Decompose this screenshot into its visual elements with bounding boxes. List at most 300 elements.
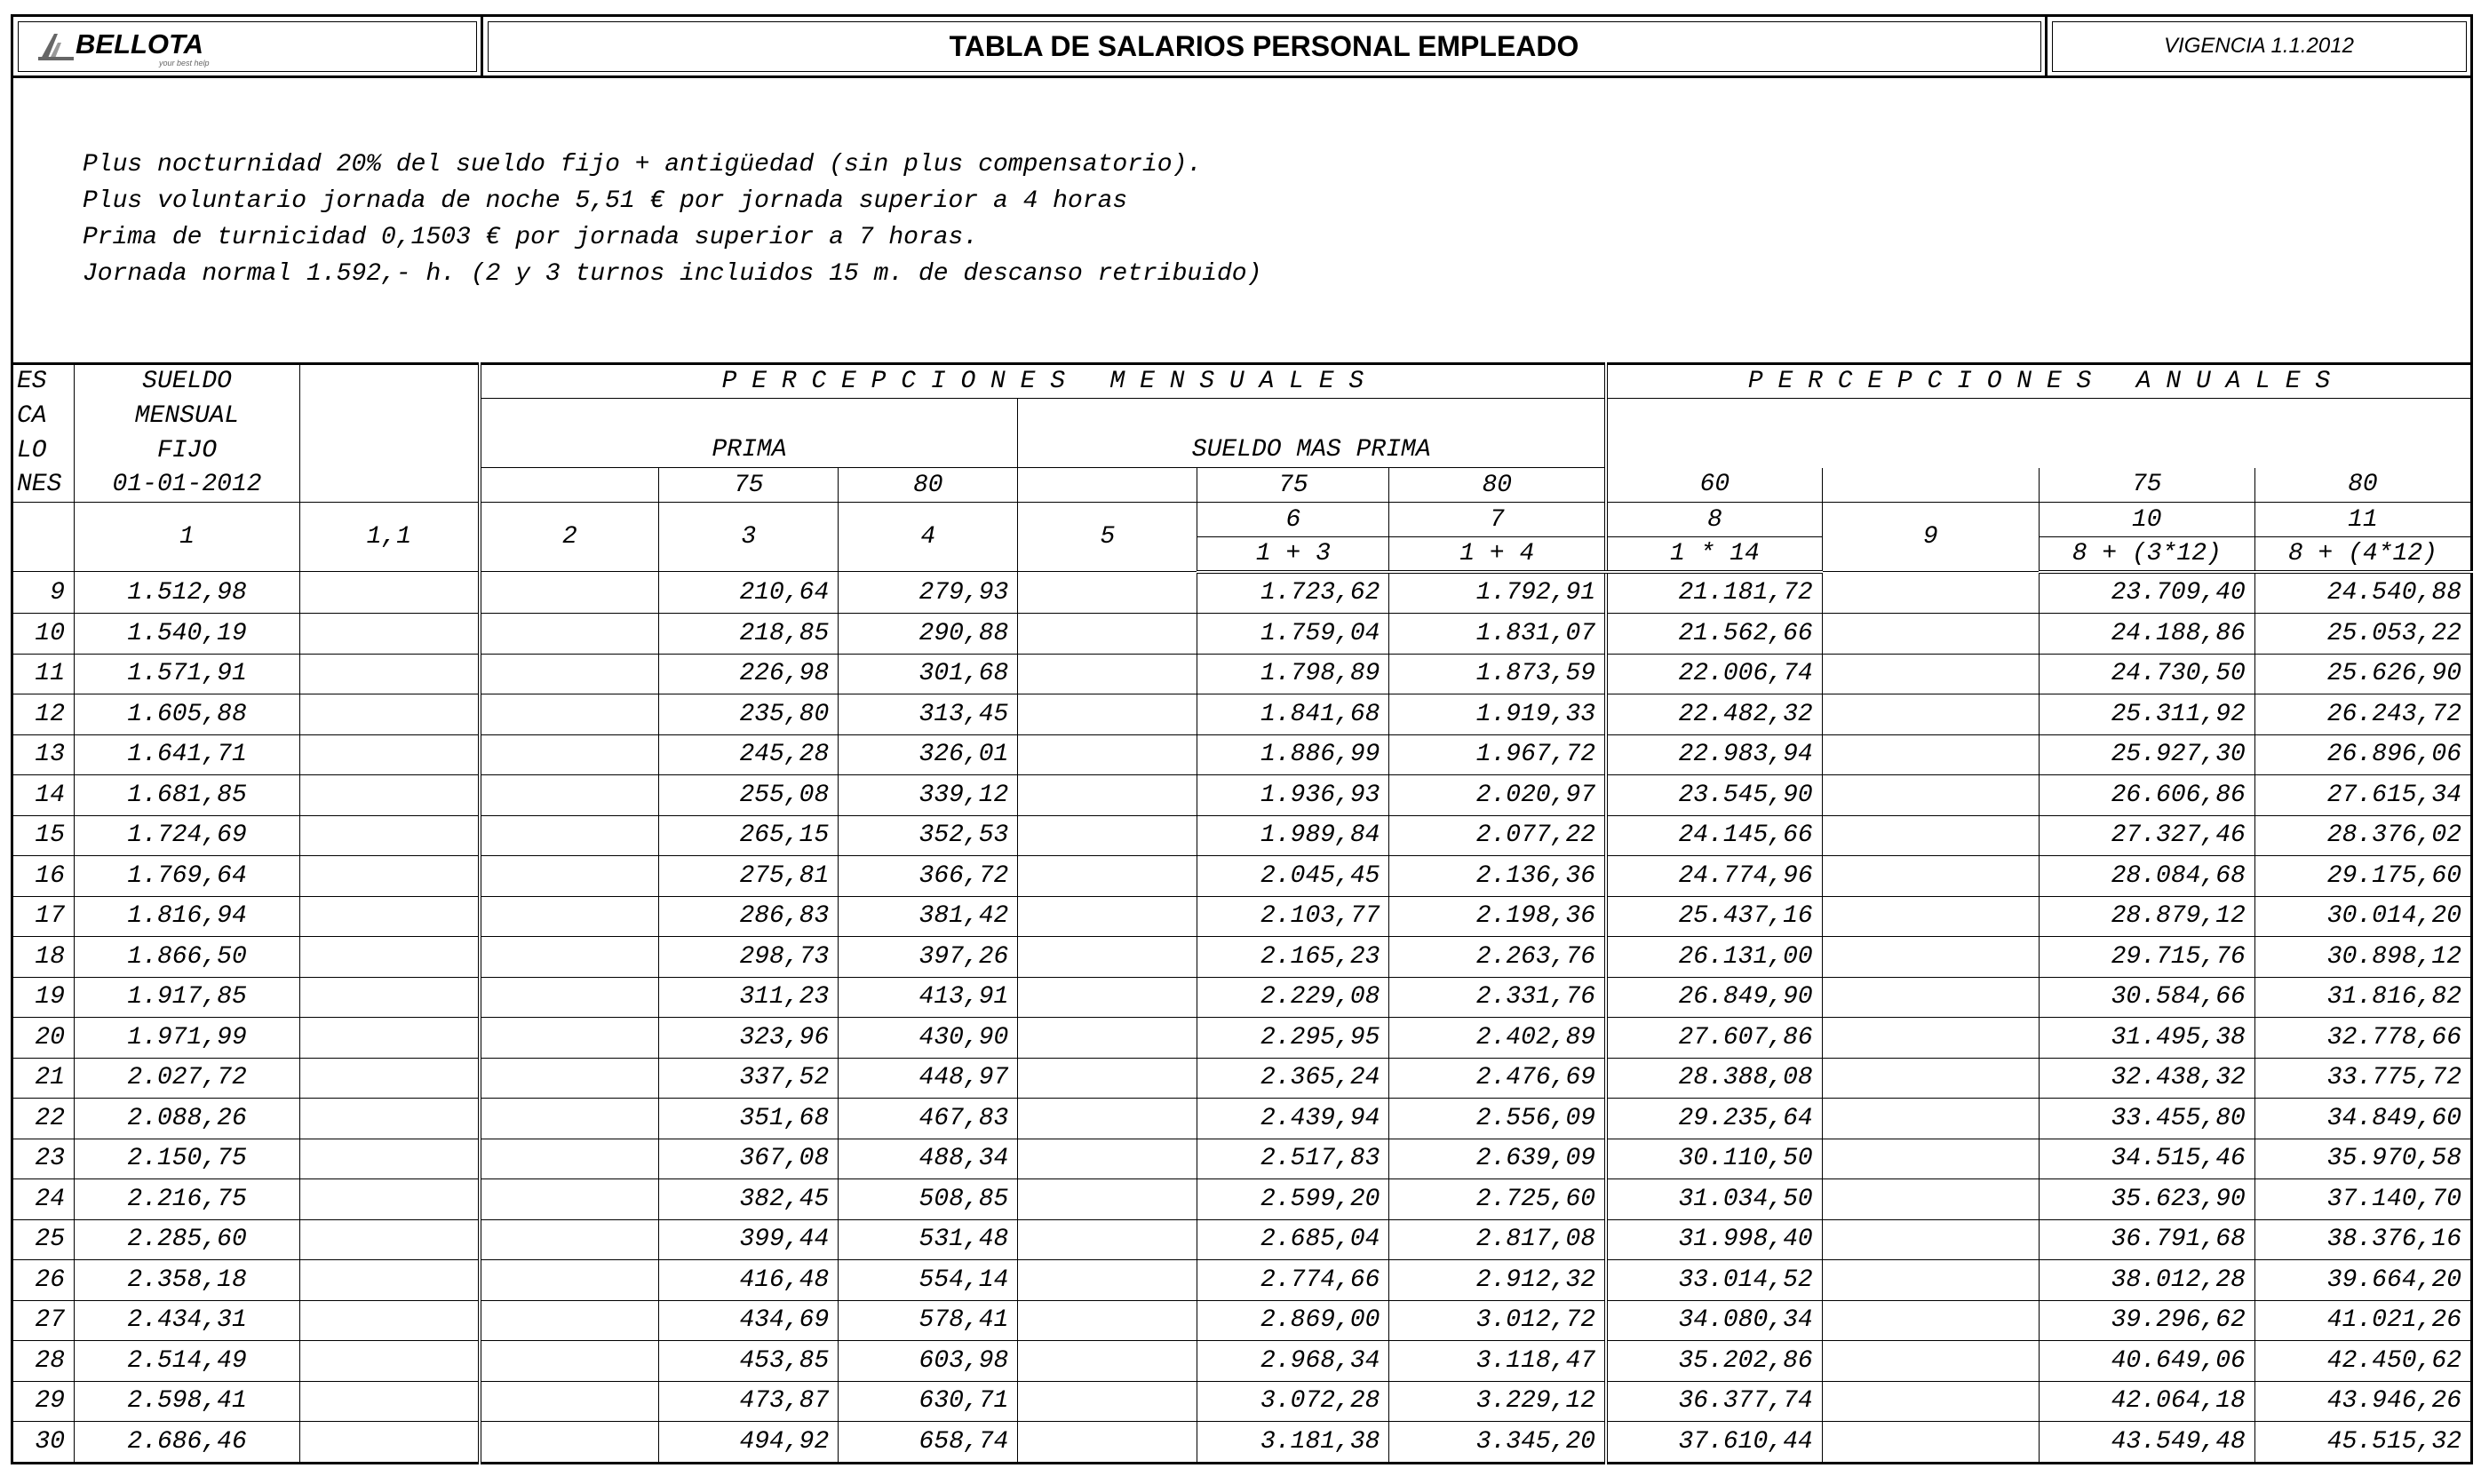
col-number: 6 [1197, 503, 1389, 537]
col-number: 7 [1389, 503, 1606, 537]
prima-pct-75: 75 [659, 468, 839, 503]
table-row [12, 1018, 2472, 1059]
escalon-cell: 30 [12, 1422, 75, 1464]
escalon-cell: 16 [12, 856, 75, 897]
table-row [12, 1219, 2472, 1260]
empty-cell [1018, 1179, 1197, 1220]
empty-cell [480, 856, 659, 897]
empty-cell [480, 1139, 659, 1179]
empty-cell [300, 896, 480, 937]
escalon-cell: 24 [12, 1179, 75, 1220]
smp-75-cell: 1.759,04 [1197, 614, 1389, 655]
smp-80-cell: 2.331,76 [1389, 977, 1606, 1018]
empty-cell [480, 734, 659, 775]
note-line: Plus voluntario jornada de noche 5,51 € por jornada superior a 4 horas [83, 187, 1128, 215]
smp-75-cell: 2.599,20 [1197, 1179, 1389, 1220]
table-row [12, 1422, 2472, 1464]
smp-80-cell: 1.792,91 [1389, 572, 1606, 614]
annual-75-cell: 25.927,30 [2039, 734, 2254, 775]
empty-cell [1822, 614, 2039, 655]
logo-tagline: your best help [159, 59, 210, 67]
prima-80-cell: 448,97 [839, 1058, 1018, 1099]
annual-60-cell: 25.437,16 [1606, 896, 1822, 937]
annual-60-cell: 34.080,34 [1606, 1300, 1822, 1341]
annual-80-cell: 27.615,34 [2254, 775, 2471, 816]
col-number: 3 [659, 503, 839, 572]
annual-80-cell: 38.376,16 [2254, 1219, 2471, 1260]
empty-cell [300, 654, 480, 694]
prima-80-cell: 554,14 [839, 1260, 1018, 1301]
annual-80-cell: 28.376,02 [2254, 815, 2471, 856]
empty-cell [1018, 937, 1197, 978]
prima-75-cell: 434,69 [659, 1300, 839, 1341]
sueldo-fijo-cell: 2.434,31 [75, 1300, 300, 1341]
escalones-label-line: NES [12, 468, 75, 503]
table-row [12, 1058, 2472, 1099]
annual-80-cell: 45.515,32 [2254, 1422, 2471, 1464]
table-row [12, 734, 2472, 775]
sueldo-fijo-cell: 1.971,99 [75, 1018, 300, 1059]
smp-80-cell: 1.831,07 [1389, 614, 1606, 655]
empty-cell [1822, 734, 2039, 775]
prima-80-cell: 279,93 [839, 572, 1018, 614]
empty-cell [300, 937, 480, 978]
annual-60-cell: 26.131,00 [1606, 937, 1822, 978]
prima-75-cell: 245,28 [659, 734, 839, 775]
sueldo-date: 01-01-2012 [75, 468, 300, 503]
sueldo-label-line: MENSUAL [75, 399, 300, 433]
annual-75-cell: 38.012,28 [2039, 1260, 2254, 1301]
annual-75-cell: 26.606,86 [2039, 775, 2254, 816]
prima-80-cell: 290,88 [839, 614, 1018, 655]
sueldo-fijo-cell: 1.571,91 [75, 654, 300, 694]
prima-75-cell: 226,98 [659, 654, 839, 694]
sueldo-fijo-cell: 1.724,69 [75, 815, 300, 856]
col-formula: 1 + 3 [1197, 537, 1389, 572]
empty-cell [300, 694, 480, 735]
empty-cell [1018, 1422, 1197, 1464]
annual-60-cell: 28.388,08 [1606, 1058, 1822, 1099]
table-row [12, 654, 2472, 694]
empty-cell [1018, 815, 1197, 856]
smp-75-cell: 1.936,93 [1197, 775, 1389, 816]
table-row [12, 815, 2472, 856]
table-row [12, 694, 2472, 735]
annual-75-cell: 29.715,76 [2039, 937, 2254, 978]
empty-cell [480, 937, 659, 978]
empty-cell [1018, 1341, 1197, 1382]
smp-75-cell: 2.365,24 [1197, 1058, 1389, 1099]
prima-75-cell: 494,92 [659, 1422, 839, 1464]
annual-75-cell: 40.649,06 [2039, 1341, 2254, 1382]
empty-cell [300, 1099, 480, 1139]
empty-cell [1822, 654, 2039, 694]
empty-cell [480, 1058, 659, 1099]
empty-cell [300, 1381, 480, 1422]
empty-cell [1822, 572, 2039, 614]
empty-cell [300, 614, 480, 655]
smp-80-cell: 3.118,47 [1389, 1341, 1606, 1382]
smp-80-cell: 2.639,09 [1389, 1139, 1606, 1179]
sueldo-fijo-cell: 1.605,88 [75, 694, 300, 735]
empty-cell [480, 896, 659, 937]
table-row [12, 1300, 2472, 1341]
col-formula: 1 * 14 [1606, 537, 1822, 572]
smp-75-cell: 1.989,84 [1197, 815, 1389, 856]
col-number: 8 [1606, 503, 1822, 537]
escalon-cell: 13 [12, 734, 75, 775]
table-row [12, 937, 2472, 978]
table-row [12, 1381, 2472, 1422]
prima-75-cell: 323,96 [659, 1018, 839, 1059]
annual-75-cell: 43.549,48 [2039, 1422, 2254, 1464]
empty-cell [1018, 775, 1197, 816]
sueldo-fijo-cell: 2.216,75 [75, 1179, 300, 1220]
table-row [12, 1139, 2472, 1179]
annual-80-cell: 29.175,60 [2254, 856, 2471, 897]
annual-80-cell: 34.849,60 [2254, 1099, 2471, 1139]
empty-cell [1018, 572, 1197, 614]
prima-80-cell: 467,83 [839, 1099, 1018, 1139]
prima-80-cell: 352,53 [839, 815, 1018, 856]
smp-75-cell: 2.685,04 [1197, 1219, 1389, 1260]
annual-60-cell: 24.145,66 [1606, 815, 1822, 856]
annual-80-cell: 32.778,66 [2254, 1018, 2471, 1059]
empty-cell [1822, 937, 2039, 978]
smp-80-cell: 1.967,72 [1389, 734, 1606, 775]
annual-60-cell: 31.998,40 [1606, 1219, 1822, 1260]
escalones-label-line: CA [12, 399, 75, 433]
smp-80-cell: 1.873,59 [1389, 654, 1606, 694]
smp-80-cell: 2.077,22 [1389, 815, 1606, 856]
annual-75-cell: 39.296,62 [2039, 1300, 2254, 1341]
prima-80-cell: 366,72 [839, 856, 1018, 897]
empty-cell [1822, 1058, 2039, 1099]
empty-cell [480, 1260, 659, 1301]
escalon-cell: 19 [12, 977, 75, 1018]
prima-80-cell: 508,85 [839, 1179, 1018, 1220]
smp-80-cell: 2.476,69 [1389, 1058, 1606, 1099]
empty-cell [480, 654, 659, 694]
empty-cell [480, 1381, 659, 1422]
empty-cell [1018, 1139, 1197, 1179]
empty-cell [300, 734, 480, 775]
note-line: Plus nocturnidad 20% del sueldo fijo + antigüedad (sin plus compensatorio). [83, 151, 1203, 179]
prima-75-cell: 210,64 [659, 572, 839, 614]
annual-75-cell: 31.495,38 [2039, 1018, 2254, 1059]
empty-cell [300, 977, 480, 1018]
prima-80-cell: 301,68 [839, 654, 1018, 694]
smp-75-cell: 2.103,77 [1197, 896, 1389, 937]
empty-cell [1018, 1018, 1197, 1059]
effective-date: VIGENCIA 1.1.2012 [2047, 16, 2472, 77]
prima-75-cell: 218,85 [659, 614, 839, 655]
smp-80-cell: 2.912,32 [1389, 1260, 1606, 1301]
sueldo-fijo-cell: 1.641,71 [75, 734, 300, 775]
table-row [12, 1260, 2472, 1301]
annual-75-cell: 28.084,68 [2039, 856, 2254, 897]
empty-cell [300, 1179, 480, 1220]
empty-cell [1822, 815, 2039, 856]
empty-cell [480, 694, 659, 735]
sueldo-fijo-cell: 2.150,75 [75, 1139, 300, 1179]
sueldo-fijo-cell: 1.681,85 [75, 775, 300, 816]
empty-cell [1018, 1300, 1197, 1341]
prima-header: PRIMA [480, 433, 1018, 468]
smp-80-cell: 1.919,33 [1389, 694, 1606, 735]
salary-rows [12, 572, 2472, 1464]
annual-60-cell: 22.983,94 [1606, 734, 1822, 775]
empty-cell [1018, 654, 1197, 694]
empty-cell [300, 1300, 480, 1341]
empty-cell [1822, 1260, 2039, 1301]
prima-75-cell: 382,45 [659, 1179, 839, 1220]
smp-75-cell: 2.295,95 [1197, 1018, 1389, 1059]
smp-80-cell: 2.198,36 [1389, 896, 1606, 937]
smp-75-cell: 2.869,00 [1197, 1300, 1389, 1341]
escalon-cell: 21 [12, 1058, 75, 1099]
empty-cell [1018, 734, 1197, 775]
escalon-cell: 9 [12, 572, 75, 614]
annual-60-cell: 26.849,90 [1606, 977, 1822, 1018]
smp-75-cell: 2.045,45 [1197, 856, 1389, 897]
header-band [11, 14, 2473, 78]
escalon-cell: 23 [12, 1139, 75, 1179]
col-formula: 8 + (4*12) [2254, 537, 2471, 572]
empty-cell [1018, 694, 1197, 735]
escalones-label-line: LO [12, 433, 75, 468]
prima-75-cell: 473,87 [659, 1381, 839, 1422]
annual-80-cell: 42.450,62 [2254, 1341, 2471, 1382]
annual-80-cell: 31.816,82 [2254, 977, 2471, 1018]
empty-cell [1018, 977, 1197, 1018]
smp-75-cell: 3.181,38 [1197, 1422, 1389, 1464]
smp-80-cell: 2.817,08 [1389, 1219, 1606, 1260]
empty-cell [1018, 1058, 1197, 1099]
smp-75-cell: 1.841,68 [1197, 694, 1389, 735]
smp-80-cell: 2.136,36 [1389, 856, 1606, 897]
empty-cell [300, 1341, 480, 1382]
empty-cell [480, 1422, 659, 1464]
prima-pct-80: 80 [839, 468, 1018, 503]
smp-80-cell: 3.012,72 [1389, 1300, 1606, 1341]
salary-table [11, 362, 2473, 1464]
empty-cell [1018, 1099, 1197, 1139]
escalon-cell: 28 [12, 1341, 75, 1382]
prima-75-cell: 399,44 [659, 1219, 839, 1260]
logo-cell [12, 16, 482, 77]
table-row [12, 1099, 2472, 1139]
annual-60-cell: 21.181,72 [1606, 572, 1822, 614]
escalon-cell: 10 [12, 614, 75, 655]
empty-cell [1018, 1381, 1197, 1422]
prima-75-cell: 351,68 [659, 1099, 839, 1139]
sueldo-mas-prima-header: SUELDO MAS PRIMA [1018, 433, 1606, 468]
empty-cell [1822, 1018, 2039, 1059]
sueldo-fijo-cell: 2.088,26 [75, 1099, 300, 1139]
empty-cell [480, 572, 659, 614]
annual-60-cell: 29.235,64 [1606, 1099, 1822, 1139]
annual-80-cell: 35.970,58 [2254, 1139, 2471, 1179]
sueldo-fijo-cell: 2.514,49 [75, 1341, 300, 1382]
prima-80-cell: 531,48 [839, 1219, 1018, 1260]
sueldo-fijo-cell: 2.358,18 [75, 1260, 300, 1301]
empty-cell [1018, 1219, 1197, 1260]
escalon-cell: 11 [12, 654, 75, 694]
col-number: 5 [1018, 503, 1197, 572]
prima-75-cell: 416,48 [659, 1260, 839, 1301]
empty-cell [300, 815, 480, 856]
empty-cell [1822, 1139, 2039, 1179]
escalon-cell: 27 [12, 1300, 75, 1341]
prima-80-cell: 397,26 [839, 937, 1018, 978]
escalon-cell: 22 [12, 1099, 75, 1139]
empty-cell [1822, 1219, 2039, 1260]
smp-pct-80: 80 [1389, 468, 1606, 503]
smp-80-cell: 2.725,60 [1389, 1179, 1606, 1220]
smp-80-cell: 2.402,89 [1389, 1018, 1606, 1059]
escalon-cell: 14 [12, 775, 75, 816]
table-row [12, 1179, 2472, 1220]
annual-60-cell: 33.014,52 [1606, 1260, 1822, 1301]
empty-cell [300, 1058, 480, 1099]
annual-80-cell: 25.053,22 [2254, 614, 2471, 655]
annual-75-cell: 34.515,46 [2039, 1139, 2254, 1179]
table-row [12, 775, 2472, 816]
prima-80-cell: 603,98 [839, 1341, 1018, 1382]
bellota-logo-icon [36, 30, 76, 62]
escalon-cell: 25 [12, 1219, 75, 1260]
annual-75-cell: 25.311,92 [2039, 694, 2254, 735]
annual-80-cell: 25.626,90 [2254, 654, 2471, 694]
empty-cell [1822, 1422, 2039, 1464]
col-number: 10 [2039, 503, 2254, 537]
prima-80-cell: 381,42 [839, 896, 1018, 937]
prima-75-cell: 311,23 [659, 977, 839, 1018]
col-number: 9 [1822, 503, 2039, 572]
smp-80-cell: 2.020,97 [1389, 775, 1606, 816]
table-row [12, 572, 2472, 614]
empty-cell [1822, 977, 2039, 1018]
empty-cell [1822, 694, 2039, 735]
prima-75-cell: 298,73 [659, 937, 839, 978]
escalones-label-line: ES [12, 364, 75, 399]
empty-cell [480, 1018, 659, 1059]
sueldo-label-line: FIJO [75, 433, 300, 468]
smp-75-cell: 2.229,08 [1197, 977, 1389, 1018]
annual-80-cell: 30.898,12 [2254, 937, 2471, 978]
table-row [12, 856, 2472, 897]
annual-75-cell: 27.327,46 [2039, 815, 2254, 856]
prima-75-cell: 255,08 [659, 775, 839, 816]
smp-80-cell: 2.556,09 [1389, 1099, 1606, 1139]
logo-wordmark: BELLOTA [76, 28, 204, 60]
table-row [12, 1341, 2472, 1382]
notes-box [11, 78, 2473, 362]
escalon-cell: 20 [12, 1018, 75, 1059]
empty-cell [1018, 1260, 1197, 1301]
annual-60-cell: 30.110,50 [1606, 1139, 1822, 1179]
annual-80-cell: 41.021,26 [2254, 1300, 2471, 1341]
empty-cell [300, 775, 480, 816]
prima-75-cell: 453,85 [659, 1341, 839, 1382]
empty-cell [480, 1099, 659, 1139]
annual-pct-60: 60 [1606, 468, 1822, 503]
annual-75-cell: 36.791,68 [2039, 1219, 2254, 1260]
prima-75-cell: 367,08 [659, 1139, 839, 1179]
empty-cell [480, 775, 659, 816]
empty-cell [480, 815, 659, 856]
smp-75-cell: 2.774,66 [1197, 1260, 1389, 1301]
annual-75-cell: 23.709,40 [2039, 572, 2254, 614]
sueldo-fijo-cell: 2.285,60 [75, 1219, 300, 1260]
sueldo-fijo-cell: 2.027,72 [75, 1058, 300, 1099]
empty-cell [300, 1219, 480, 1260]
sueldo-fijo-cell: 2.686,46 [75, 1422, 300, 1464]
empty-cell [300, 1139, 480, 1179]
annual-80-cell: 24.540,88 [2254, 572, 2471, 614]
col-number: 1,1 [300, 503, 480, 572]
note-line: Prima de turnicidad 0,1503 € por jornada superior a 7 horas. [83, 224, 979, 251]
annual-80-cell: 30.014,20 [2254, 896, 2471, 937]
empty-cell [300, 1018, 480, 1059]
sueldo-fijo-cell: 1.917,85 [75, 977, 300, 1018]
prima-75-cell: 275,81 [659, 856, 839, 897]
prima-80-cell: 630,71 [839, 1381, 1018, 1422]
smp-80-cell: 2.263,76 [1389, 937, 1606, 978]
prima-75-cell: 286,83 [659, 896, 839, 937]
annual-75-cell: 32.438,32 [2039, 1058, 2254, 1099]
annual-60-cell: 24.774,96 [1606, 856, 1822, 897]
smp-75-cell: 2.439,94 [1197, 1099, 1389, 1139]
annual-60-cell: 21.562,66 [1606, 614, 1822, 655]
table-row [12, 977, 2472, 1018]
group-monthly-header: P E R C E P C I O N E S M E N S U A L E S [480, 364, 1606, 399]
prima-80-cell: 488,34 [839, 1139, 1018, 1179]
smp-75-cell: 1.798,89 [1197, 654, 1389, 694]
empty-cell [480, 1219, 659, 1260]
annual-80-cell: 26.896,06 [2254, 734, 2471, 775]
col-formula: 8 + (3*12) [2039, 537, 2254, 572]
sueldo-fijo-cell: 1.866,50 [75, 937, 300, 978]
annual-pct-75: 75 [2039, 468, 2254, 503]
empty-cell [1822, 1179, 2039, 1220]
smp-75-cell: 2.968,34 [1197, 1341, 1389, 1382]
sueldo-fijo-cell: 2.598,41 [75, 1381, 300, 1422]
annual-80-cell: 26.243,72 [2254, 694, 2471, 735]
empty-cell [480, 977, 659, 1018]
empty-cell [480, 1341, 659, 1382]
escalon-cell: 18 [12, 937, 75, 978]
empty-cell [300, 856, 480, 897]
sueldo-fijo-cell: 1.816,94 [75, 896, 300, 937]
annual-75-cell: 24.188,86 [2039, 614, 2254, 655]
prima-80-cell: 313,45 [839, 694, 1018, 735]
empty-cell [300, 572, 480, 614]
annual-60-cell: 37.610,44 [1606, 1422, 1822, 1464]
annual-75-cell: 35.623,90 [2039, 1179, 2254, 1220]
annual-60-cell: 36.377,74 [1606, 1381, 1822, 1422]
empty-cell [300, 1422, 480, 1464]
col-formula: 1 + 4 [1389, 537, 1606, 572]
smp-75-cell: 1.886,99 [1197, 734, 1389, 775]
escalon-cell: 17 [12, 896, 75, 937]
smp-75-cell: 2.517,83 [1197, 1139, 1389, 1179]
empty-cell [1822, 1099, 2039, 1139]
escalon-cell: 26 [12, 1260, 75, 1301]
escalon-cell: 29 [12, 1381, 75, 1422]
annual-pct-80: 80 [2254, 468, 2471, 503]
